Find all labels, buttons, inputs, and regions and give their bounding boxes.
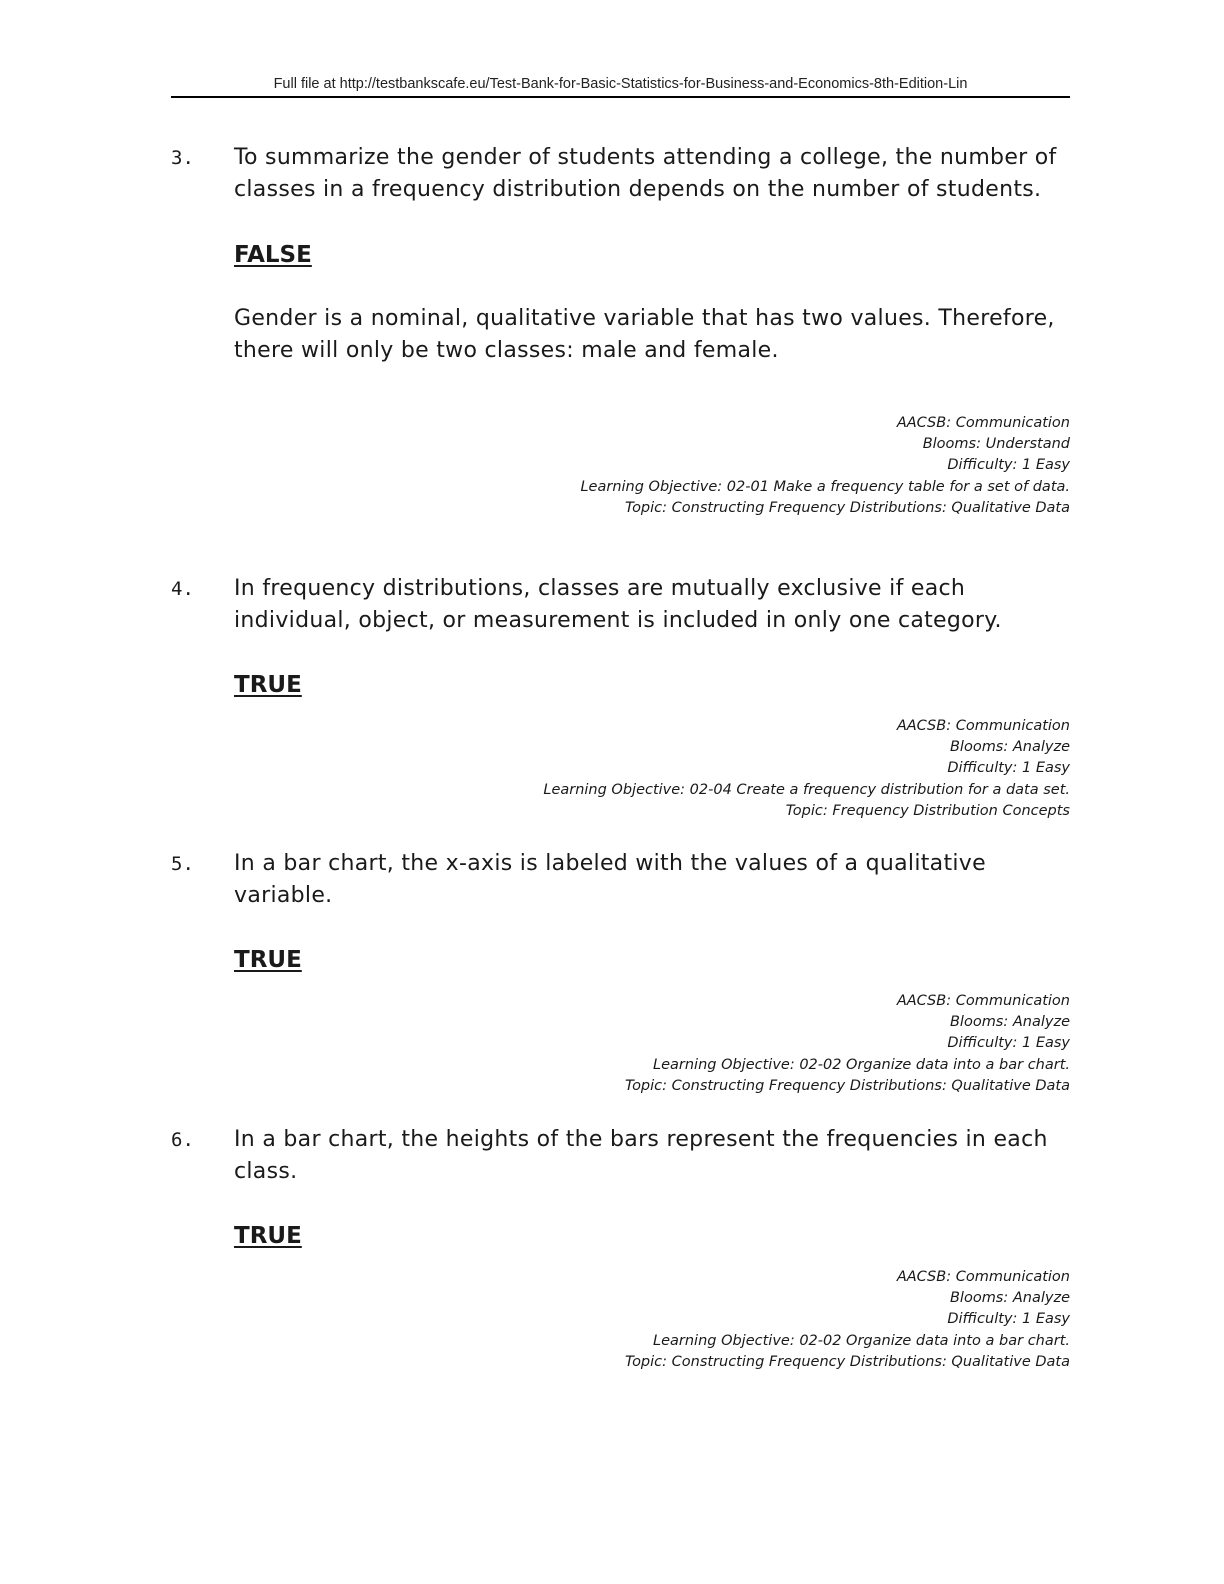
- meta-difficulty: Difficulty: 1 Easy: [947, 457, 1070, 474]
- page-header: Full file at http://testbankscafe.eu/Test-Bank-for-Basic-Statistics-for-Business-and-Economics-8th-Edition-Lin: [171, 74, 1070, 98]
- answer-label: TRUE: [234, 947, 302, 973]
- meta-difficulty: Difficulty: 1 Easy: [947, 760, 1070, 777]
- question-metadata: [171, 413, 1070, 519]
- meta-topic: Topic: Constructing Frequency Distributions: Qualitative Data: [625, 1353, 1070, 1370]
- meta-difficulty: Difficulty: 1 Easy: [947, 1311, 1070, 1328]
- meta-learning-objective: Learning Objective: 02-04 Create a frequency distribution for a data set.: [543, 781, 1070, 798]
- question-text: In a bar chart, the heights of the bars represent the frequencies in each class.: [234, 1127, 1048, 1184]
- question-number: 6.: [171, 1129, 194, 1151]
- meta-aacsb: AACSB: Communication: [896, 1269, 1070, 1285]
- question-4: [171, 573, 1070, 822]
- question-number: 4.: [171, 578, 194, 600]
- question-metadata: [171, 716, 1070, 822]
- meta-learning-objective: Learning Objective: 02-01 Make a frequency table for a set of data.: [580, 478, 1070, 495]
- meta-aacsb: AACSB: Communication: [896, 993, 1070, 1009]
- question-3: [171, 142, 1070, 519]
- meta-learning-objective: Learning Objective: 02-02 Organize data into a bar chart.: [653, 1332, 1070, 1349]
- question-number: 3.: [171, 147, 194, 169]
- meta-topic: Topic: Frequency Distribution Concepts: [785, 802, 1070, 819]
- answer-label: FALSE: [234, 242, 312, 268]
- question-5: [171, 848, 1070, 1097]
- meta-topic: Topic: Constructing Frequency Distributions: Qualitative Data: [625, 499, 1070, 516]
- question-number: 5.: [171, 853, 194, 875]
- meta-aacsb: AACSB: Communication: [896, 415, 1070, 431]
- question-text: In a bar chart, the x-axis is labeled with the values of a qualitative variable.: [234, 851, 986, 908]
- question-text: In frequency distributions, classes are mutually exclusive if each individual, object, or measurement is included in only one category.: [234, 576, 1002, 633]
- answer-label: TRUE: [234, 1223, 302, 1249]
- meta-learning-objective: Learning Objective: 02-02 Organize data into a bar chart.: [653, 1056, 1070, 1073]
- meta-blooms: Blooms: Analyze: [949, 739, 1070, 756]
- meta-blooms: Blooms: Understand: [922, 436, 1070, 453]
- meta-topic: Topic: Constructing Frequency Distributions: Qualitative Data: [625, 1077, 1070, 1094]
- answer-label: TRUE: [234, 672, 302, 698]
- meta-aacsb: AACSB: Communication: [896, 718, 1070, 734]
- question-6: [171, 1124, 1070, 1373]
- question-metadata: [171, 991, 1070, 1097]
- question-metadata: [171, 1267, 1070, 1373]
- answer-explanation: Gender is a nominal, qualitative variable that has two values. Therefore, there will only be two classes: male and female.: [234, 306, 1055, 363]
- meta-blooms: Blooms: Analyze: [949, 1290, 1070, 1307]
- meta-difficulty: Difficulty: 1 Easy: [947, 1035, 1070, 1052]
- meta-blooms: Blooms: Analyze: [949, 1014, 1070, 1031]
- question-text: To summarize the gender of students attending a college, the number of classes in a frequency distribution depends on the number of students.: [234, 145, 1057, 202]
